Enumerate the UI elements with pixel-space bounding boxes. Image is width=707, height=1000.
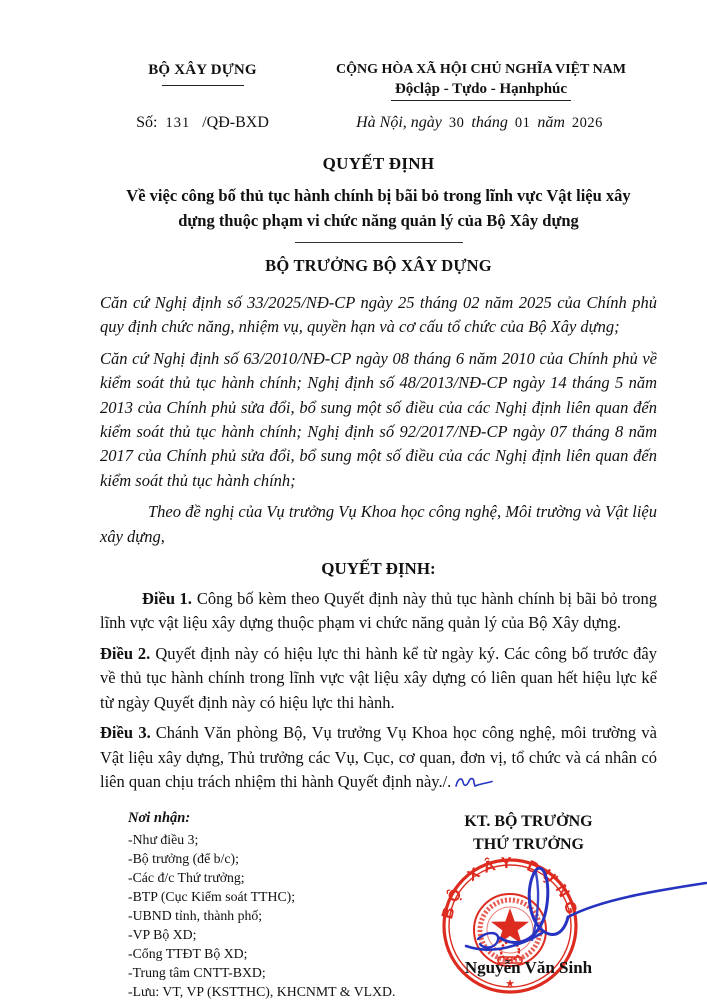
article-3 xyxy=(100,721,657,797)
doc-type-title: QUYẾT ĐỊNH xyxy=(322,154,435,173)
national-title: CỘNG HÒA XÃ HỘI CHỦ NGHĨA VIỆT NAM xyxy=(335,62,626,77)
number-date-row xyxy=(100,114,657,132)
article-3-label: Điều 3. xyxy=(100,723,151,743)
recipient-item: -Trung tâm CNTT-BXD; xyxy=(128,965,266,981)
preamble-paragraph: Theo đề nghị của Vụ trưởng Vụ Khoa học công nghệ, Môi trường và Vật liệu xây dựng, xyxy=(100,502,657,546)
article-2-text: Quyết định này có hiệu lực thi hành kể từ ngày ký. Các công bố trước đây về thủ tục hành chính trong lĩnh vực vật liệu xây dựng có liên quan hết hiệu lực kể từ ngày Quyết định này có hiệu lực thi hành. xyxy=(100,643,657,712)
document-footer xyxy=(100,810,657,1000)
recipients-label: Nơi nhận: xyxy=(128,810,191,827)
dateline-month-word: tháng xyxy=(471,114,508,131)
doc-number-label: Số: xyxy=(136,114,158,131)
dateline-prefix: Hà Nội, ngày xyxy=(356,114,442,131)
svg-text:★: ★ xyxy=(505,978,515,991)
dateline-year-word: năm xyxy=(537,114,565,131)
dateline-month: 01 xyxy=(514,115,531,131)
recipient-item: -Cổng TTĐT Bộ XD; xyxy=(128,946,248,962)
recipient-item: -UBND tỉnh, thành phố; xyxy=(128,908,263,924)
recipient-item: -BTP (Cục Kiểm soát TTHC); xyxy=(128,889,296,905)
document-body xyxy=(100,291,657,797)
recipients-block xyxy=(100,810,400,1000)
signer-name: Nguyễn Văn Sinh xyxy=(464,958,593,978)
org-name: BỘ XÂY DỰNG xyxy=(148,62,257,78)
doc-subject: Về việc công bố thủ tục hành chính bị bãi bỏ trong lĩnh vực Vật liệu xây dựng thuộc phạm vi chức năng quản lý của Bộ Xây dựng xyxy=(126,186,631,230)
dateline-year: 2026 xyxy=(571,115,603,131)
national-motto-block xyxy=(305,62,657,101)
signer-title-line1: KT. BỘ TRƯỞNG xyxy=(464,813,593,831)
recipient-item: -Bộ trưởng (để b/c); xyxy=(128,851,239,867)
article-1-label: Điều 1. xyxy=(142,589,192,609)
doc-number-line xyxy=(100,114,305,132)
decree-heading: QUYẾT ĐỊNH: xyxy=(321,559,436,579)
issuing-org-block xyxy=(100,62,305,101)
preamble-paragraph: Căn cứ Nghị định số 33/2025/NĐ-CP ngày 25 tháng 02 năm 2025 của Chính phủ quy định chức năng, nhiệm vụ, quyền hạn và cơ cấu tổ chức của Bộ Xây dựng; xyxy=(100,293,657,337)
handwritten-initial-mark xyxy=(453,773,493,797)
recipient-item: -Lưu: VT, VP (KSTTHC), KHCNMT & VLXD. xyxy=(128,984,396,1000)
preamble-paragraph: Căn cứ Nghị định số 63/2010/NĐ-CP ngày 08 tháng 6 năm 2010 của Chính phủ về kiểm soát thủ tục hành chính; Nghị định số 48/2013/NĐ-CP ngày 14 tháng 5 năm 2013 của Chính phủ sửa đổi, bổ sung một số điều của các Nghị định liên quan đến kiểm soát thủ tục hành chính; Nghị định số 92/2017/NĐ-CP ngày 07 tháng 8 năm 2017 của Chính phủ sửa đổi, bổ sung một số điều của các Nghị định liên quan đến kiểm soát thủ tục hành chính; xyxy=(100,348,657,490)
article-2 xyxy=(100,642,657,715)
article-1 xyxy=(100,587,657,636)
org-underline xyxy=(162,85,244,86)
signer-title-line2: THỨ TRƯỞNG xyxy=(473,836,584,854)
stamp-text: BỘ XÂY DỰNG xyxy=(440,856,580,922)
article-1-text: Công bố kèm theo Quyết định này thủ tục hành chính bị bãi bỏ trong lĩnh vực vật liệu xây dựng thuộc phạm vi chức năng quản lý của Bộ Xây dựng. xyxy=(100,589,658,633)
emblem-star xyxy=(491,908,529,944)
national-motto: Độclập - Tựdo - Hạnhphúc xyxy=(391,80,571,101)
article-3-text: Chánh Văn phòng Bộ, Vụ trưởng Vụ Khoa học công nghệ, môi trường và Vật liệu xây dựng, Thủ trưởng các Vụ, Cục, cơ quan, đơn vị, tổ chức và cá nhân có liên quan chịu trách nhiệm thi hành Quyết định này./. xyxy=(100,723,658,791)
article-2-label: Điều 2. xyxy=(100,643,151,663)
recipient-item: -Các đ/c Thứ trưởng; xyxy=(128,870,245,886)
doc-number-suffix: /QĐ-BXD xyxy=(202,114,269,131)
subject-underline xyxy=(295,242,463,243)
doc-number-value: 131 xyxy=(165,115,191,131)
signature-block xyxy=(400,810,657,1000)
recipient-item: -VP Bộ XD; xyxy=(128,927,197,943)
dateline-day: 30 xyxy=(448,115,465,131)
recipient-item: -Như điều 3; xyxy=(128,832,199,848)
dateline xyxy=(305,114,657,132)
issuer-title: BỘ TRƯỞNG BỘ XÂY DỰNG xyxy=(265,256,492,275)
document-header xyxy=(100,62,657,101)
